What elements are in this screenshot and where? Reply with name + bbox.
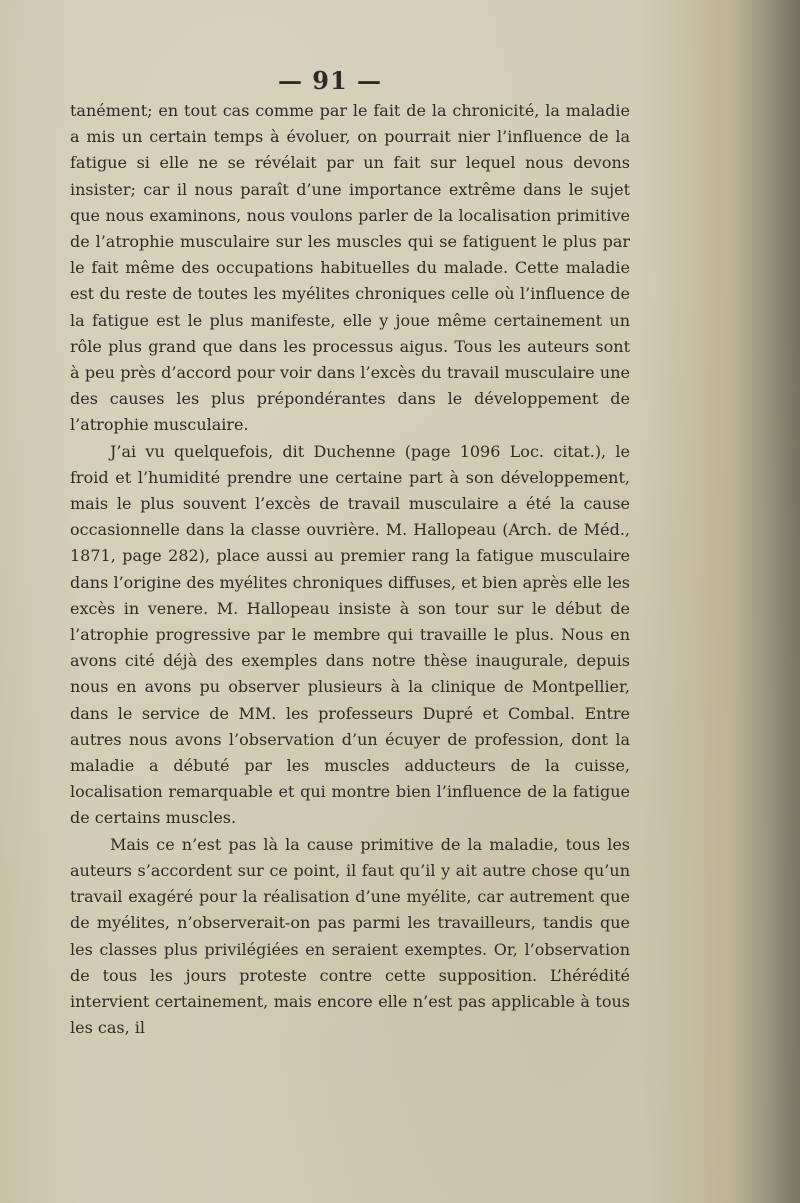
paragraph-1: tanément; en tout cas comme par le fait de la chronicité, la maladie a mis un certain temps à évoluer, on pourrait nier l’influence de la fatigue si elle ne se révélait par un fait sur lequel nous devons insister; car il nous paraît d’une importance extrême dans le sujet que nous examinons, nous voulons parler de la localisation primitive de l’atrophie musculaire sur les muscles qui se fatiguent le plus par le fait même des occupations habituelles du malade. Cette maladie est du reste de toutes les myélites chroniques celle où l’influence de la fatigue est le plus manifeste, elle y joue même certainement un rôle plus grand que dans les processus aigus. Tous les auteurs sont à peu près d’accord pour voir dans l’excès du travail musculaire une des causes les plus prépondérantes dans le développement de l’atrophie musculaire. [70, 101, 630, 435]
paragraph-3: Mais ce n’est pas là la cause primitive de la maladie, tous les auteurs s’accordent sur ce point, il faut qu’il y ait autre chose qu’un travail exagéré pour la réalisation d’une myélite, car autrement que de myélites, n’observerait-on pas parmi les travailleurs, tandis que les classes plus privilégiées en seraient exemptes. Or, l’observation de tous les jours proteste contre cette supposition. L’hérédité intervient certainement, mais encore elle n’est pas applicable à tous les cas, il [70, 834, 630, 1038]
page-edge-shadow [730, 0, 800, 1203]
paragraph-2: J’ai vu quelquefois, dit Duchenne (page 1096 Loc. citat.), le froid et l’humidité prendre une certaine part à son développement, mais le plus souvent l’excès de travail musculaire a été la cause occasionnelle dans la classe ouvrière. M. Hallopeau (Arch. de Méd., 1871, page 282), place aussi au premier rang la fatigue musculaire dans l’origine des myélites chroniques diffuses, et bien après elle les excès in venere. M. Hallopeau insiste à son tour sur le début de l’atrophie progressive par le membre qui travaille le plus. Nous en avons cité déjà des exemples dans notre thèse inaugurale, depuis nous en avons pu observer plusieurs à la clinique de Montpellier, dans le service de MM. les professeurs Dupré et Combal. Entre autres nous avons l’observation d’un écuyer de profession, dont la maladie a débuté par les muscles adducteurs de la cuisse, localisation remarquable et qui montre bien l’influence de la fatigue de certains muscles. [70, 441, 630, 828]
page-number: — 91 — [277, 66, 383, 95]
body-text [70, 98, 630, 1041]
